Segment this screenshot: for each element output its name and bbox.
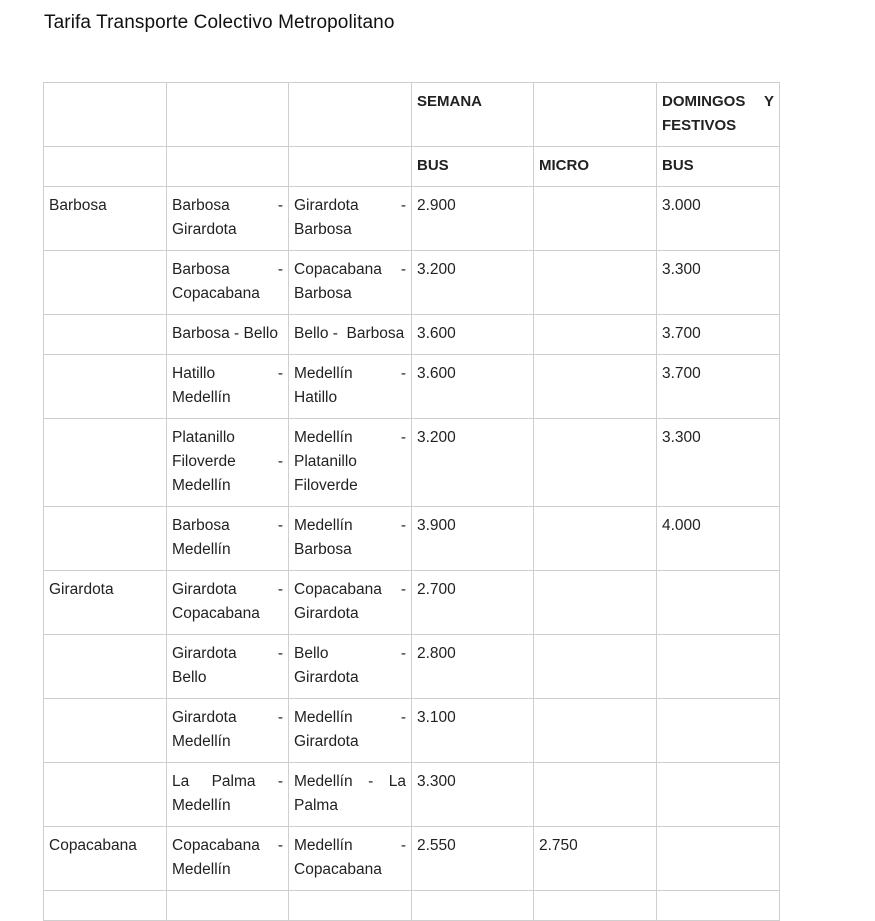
table-row	[44, 507, 780, 571]
route-cell: Barbosa - Copacabana	[167, 251, 289, 315]
domingo-bus-cell	[657, 827, 780, 891]
table-row	[44, 891, 780, 921]
page-title: Tarifa Transporte Colectivo Metropolitano	[44, 12, 395, 33]
semana-bus-cell: 2.700	[412, 571, 534, 635]
semana-micro-cell	[534, 699, 657, 763]
route-cell: Hatillo - Medellín	[167, 355, 289, 419]
route-cell: Barbosa - Bello	[167, 315, 289, 355]
header-cell	[167, 147, 289, 187]
route-return-cell: Medellín - Platanillo Filoverde	[289, 419, 412, 507]
semana-bus-cell: 3.100	[412, 699, 534, 763]
table-row	[44, 571, 780, 635]
route-cell: Platanillo Filoverde - Medellín	[167, 419, 289, 507]
semana-micro-cell	[534, 355, 657, 419]
domingo-bus-cell	[657, 635, 780, 699]
route-return-cell: Bello - Barbosa	[289, 315, 412, 355]
origin-cell: Girardota	[44, 571, 167, 635]
header-semana: SEMANA	[412, 83, 534, 147]
origin-cell	[44, 699, 167, 763]
domingo-bus-cell: 3.300	[657, 251, 780, 315]
semana-micro-cell	[534, 187, 657, 251]
header-cell	[44, 83, 167, 147]
semana-bus-cell: 2.550	[412, 827, 534, 891]
origin-cell	[44, 891, 167, 921]
semana-micro-cell: 2.750	[534, 827, 657, 891]
route-cell: Girardota - Bello	[167, 635, 289, 699]
origin-cell	[44, 315, 167, 355]
header-cell	[534, 83, 657, 147]
origin-cell	[44, 251, 167, 315]
origin-cell: Barbosa	[44, 187, 167, 251]
semana-micro-cell	[534, 763, 657, 827]
semana-micro-cell	[534, 571, 657, 635]
origin-cell	[44, 507, 167, 571]
table-row	[44, 635, 780, 699]
origin-cell	[44, 419, 167, 507]
header-semana-bus: BUS	[412, 147, 534, 187]
origin-cell: Copacabana	[44, 827, 167, 891]
semana-micro-cell	[534, 419, 657, 507]
semana-bus-cell: 3.900	[412, 507, 534, 571]
semana-micro-cell	[534, 315, 657, 355]
domingo-bus-cell	[657, 891, 780, 921]
route-cell: Barbosa - Medellín	[167, 507, 289, 571]
origin-cell	[44, 355, 167, 419]
domingo-bus-cell: 3.300	[657, 419, 780, 507]
domingo-bus-cell: 3.700	[657, 355, 780, 419]
route-return-cell: Medellín - Barbosa	[289, 507, 412, 571]
semana-bus-cell: 3.300	[412, 763, 534, 827]
route-cell: Girardota - Medellín	[167, 699, 289, 763]
table-row	[44, 251, 780, 315]
header-domingos-bus: BUS	[657, 147, 780, 187]
domingo-bus-cell	[657, 763, 780, 827]
route-cell: Girardota - Copacabana	[167, 571, 289, 635]
route-return-cell: Girardota - Barbosa	[289, 187, 412, 251]
header-cell	[289, 147, 412, 187]
route-return-cell: Copacabana - Barbosa	[289, 251, 412, 315]
origin-cell	[44, 763, 167, 827]
route-return-cell: Medellín - La Palma	[289, 763, 412, 827]
header-row	[44, 83, 780, 147]
semana-bus-cell: 3.600	[412, 315, 534, 355]
domingo-bus-cell: 3.700	[657, 315, 780, 355]
route-return-cell: Copacabana - Girardota	[289, 571, 412, 635]
route-return-cell: Medellín - Girardota	[289, 699, 412, 763]
table-row	[44, 355, 780, 419]
table-row	[44, 187, 780, 251]
semana-bus-cell: 2.800	[412, 635, 534, 699]
semana-bus-cell: 2.900	[412, 187, 534, 251]
route-return-cell: Medellín - Hatillo	[289, 355, 412, 419]
domingo-bus-cell: 4.000	[657, 507, 780, 571]
header-cell	[167, 83, 289, 147]
header-semana-micro: MICRO	[534, 147, 657, 187]
header-row	[44, 147, 780, 187]
header-cell	[44, 147, 167, 187]
semana-bus-cell: 3.600	[412, 355, 534, 419]
route-cell	[167, 891, 289, 921]
domingo-bus-cell	[657, 571, 780, 635]
route-cell: Copacabana - Medellín	[167, 827, 289, 891]
route-return-cell: Medellín - Copacabana	[289, 827, 412, 891]
semana-bus-cell: 3.200	[412, 419, 534, 507]
domingo-bus-cell: 3.000	[657, 187, 780, 251]
table-row	[44, 419, 780, 507]
route-cell: Barbosa - Girardota	[167, 187, 289, 251]
fares-table	[43, 82, 780, 921]
route-return-cell: Bello - Girardota	[289, 635, 412, 699]
semana-micro-cell	[534, 251, 657, 315]
route-cell: La Palma - Medellín	[167, 763, 289, 827]
domingo-bus-cell	[657, 699, 780, 763]
semana-micro-cell	[534, 635, 657, 699]
table-row	[44, 315, 780, 355]
route-return-cell	[289, 891, 412, 921]
semana-micro-cell	[534, 891, 657, 921]
table-row	[44, 827, 780, 891]
header-domingos: DOMINGOS Y FESTIVOS	[657, 83, 780, 147]
semana-micro-cell	[534, 507, 657, 571]
table-row	[44, 763, 780, 827]
semana-bus-cell	[412, 891, 534, 921]
semana-bus-cell: 3.200	[412, 251, 534, 315]
header-cell	[289, 83, 412, 147]
table-row	[44, 699, 780, 763]
origin-cell	[44, 635, 167, 699]
